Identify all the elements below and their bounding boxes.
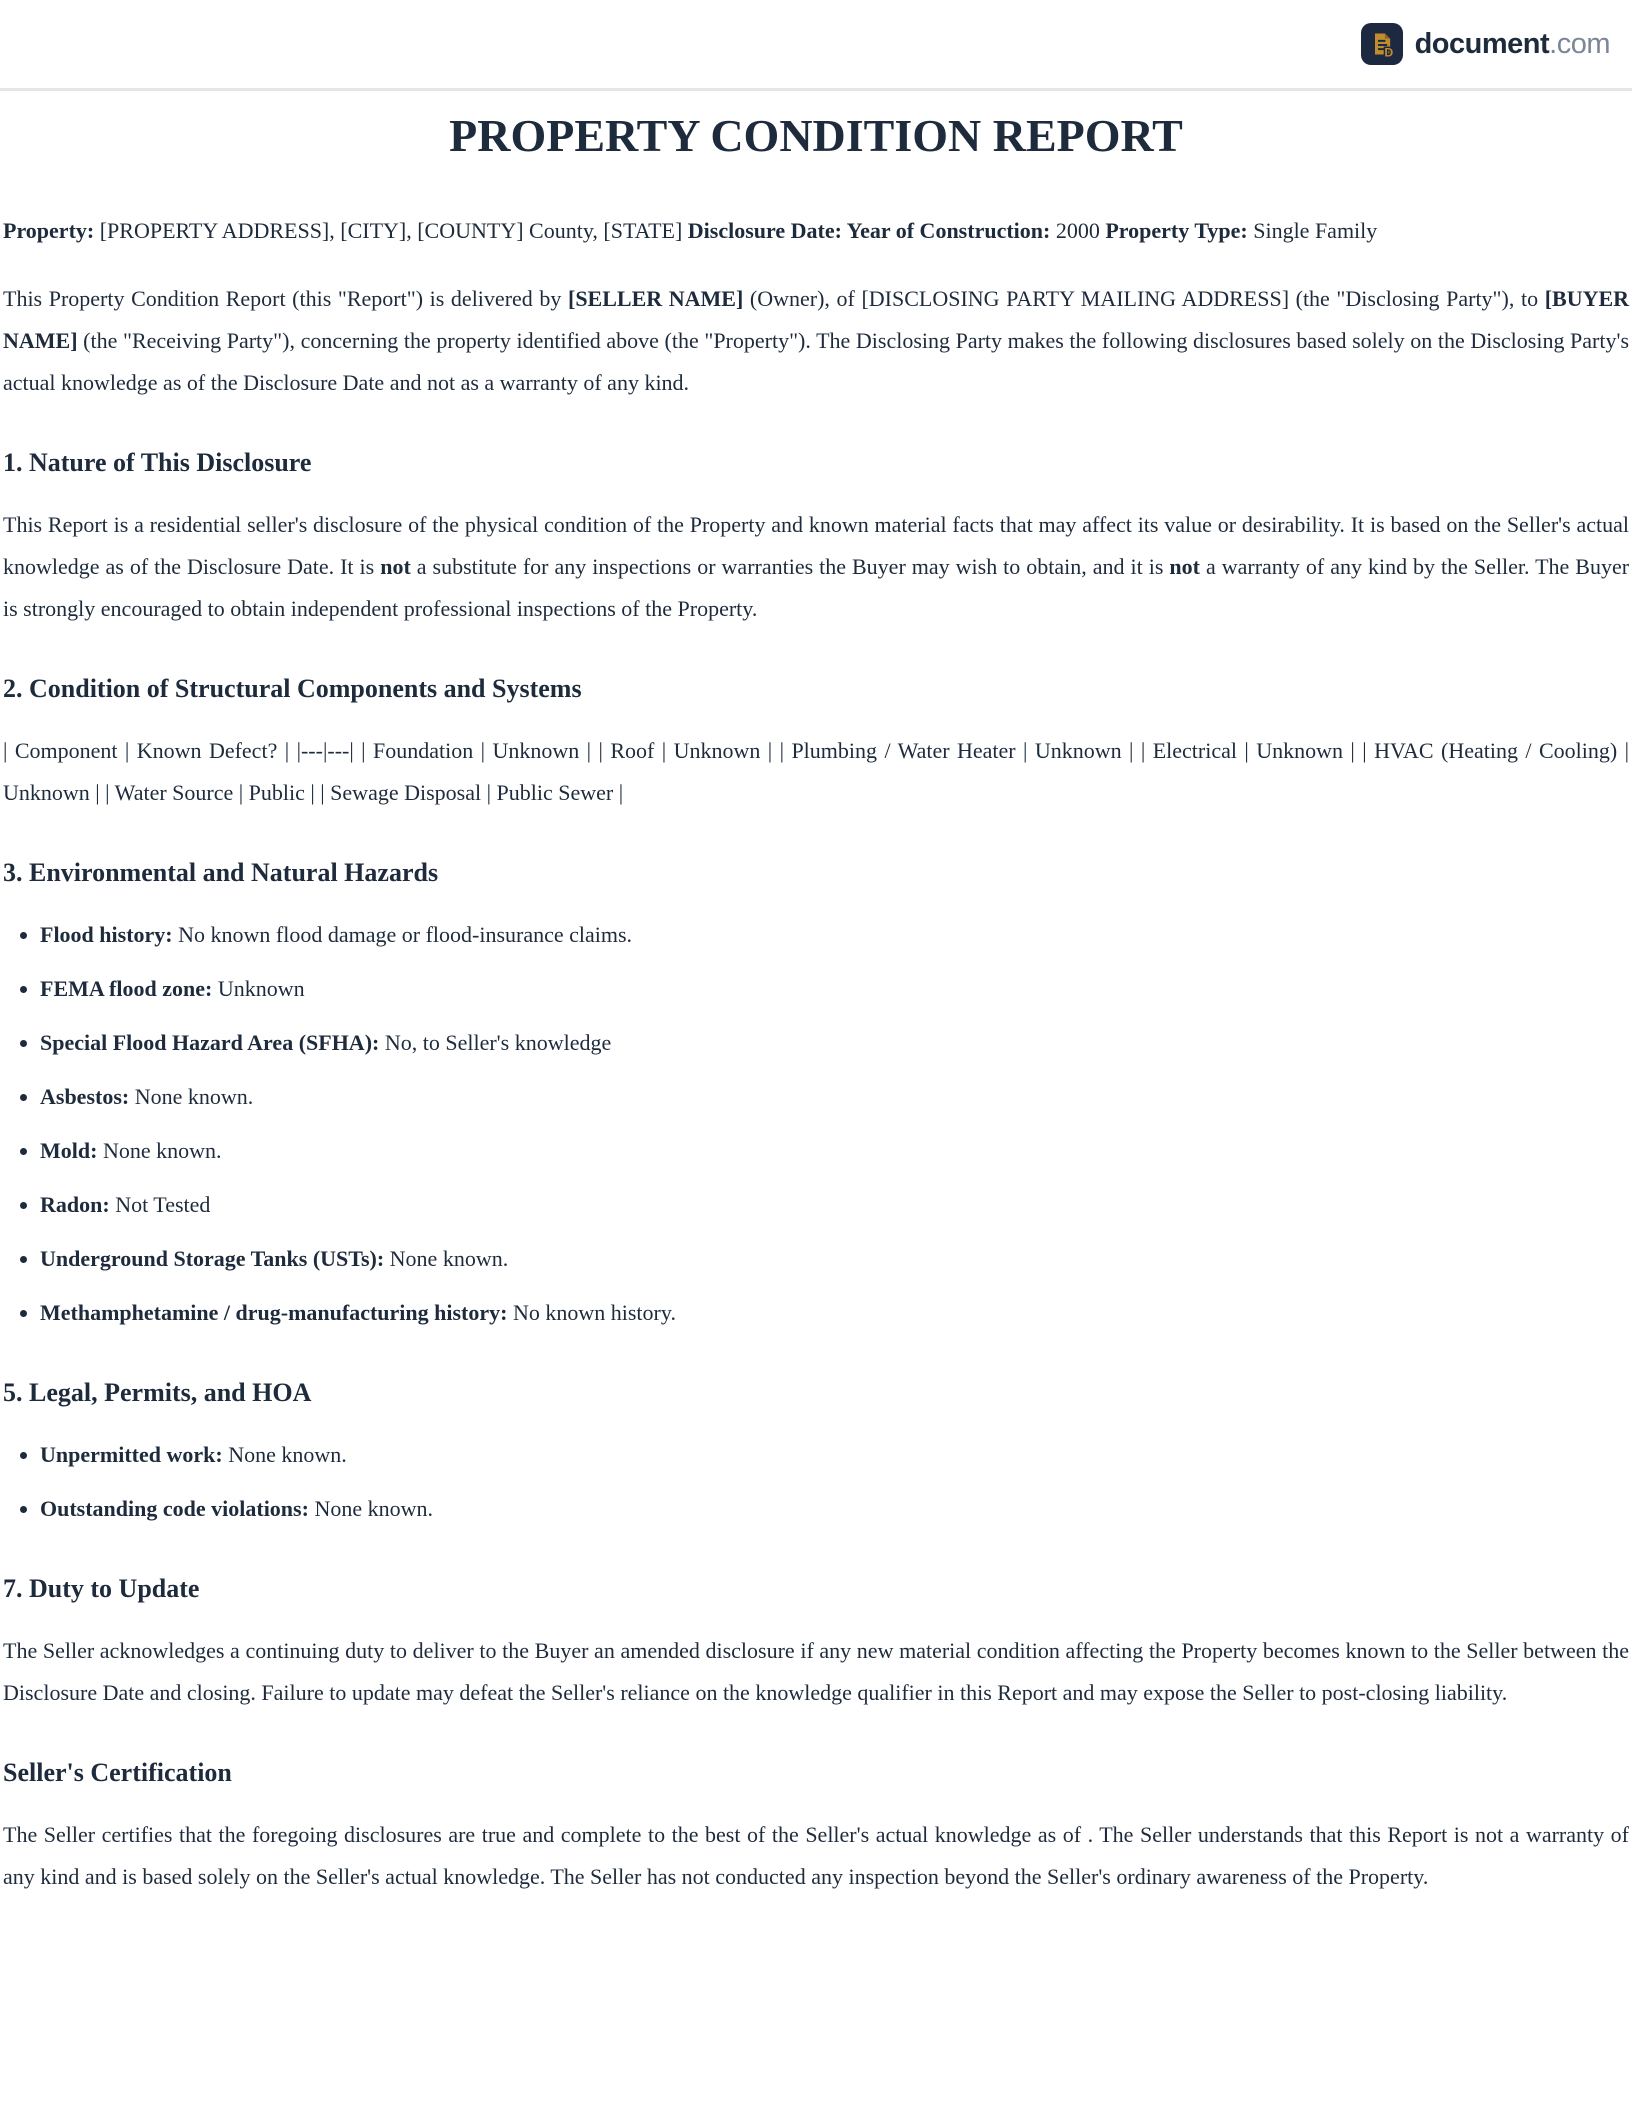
hazard-item-meth-history: [40, 1292, 1629, 1334]
hazard-value: Unknown: [217, 976, 305, 1001]
legal-label: Outstanding code violations:: [40, 1496, 309, 1521]
legal-item-code-violations: [40, 1488, 1629, 1530]
nature-not-1: not: [380, 554, 411, 579]
document-body: [0, 109, 1632, 1898]
legal-label: Unpermitted work:: [40, 1442, 223, 1467]
nature-text-2: a substitute for any inspections or warranties the Buyer may wish to obtain, and it is: [416, 554, 1164, 579]
hazard-item-usts: [40, 1238, 1629, 1280]
certification-paragraph: The Seller certifies that the foregoing disclosures are true and complete to the best of the Seller's actual knowledge as of . The Seller understands that this Report is not a warranty of any kind and is based solely on the Seller's actual knowledge. The Seller has not conducted any inspection beyond the Seller's ordinary awareness of the Property.: [3, 1822, 1629, 1889]
hazard-label: Flood history:: [40, 922, 173, 947]
brand-text: [1415, 28, 1610, 61]
legal-value: None known.: [314, 1496, 433, 1521]
hazard-label: Methamphetamine / drug-manufacturing history:: [40, 1300, 508, 1325]
hazard-label: Asbestos:: [40, 1084, 130, 1109]
legal-item-unpermitted-work: [40, 1434, 1629, 1476]
legal-value: None known.: [228, 1442, 347, 1467]
hazard-item-radon: [40, 1184, 1629, 1226]
document-logo-icon: [1361, 23, 1403, 65]
property-value: [PROPERTY ADDRESS], [CITY], [COUNTY] County, [STATE]: [99, 218, 683, 243]
construction-year-value: 2000: [1055, 218, 1100, 243]
nature-paragraph: [3, 504, 1629, 630]
hazard-item-flood-history: [40, 914, 1629, 956]
hazard-label: Special Flood Hazard Area (SFHA):: [40, 1030, 380, 1055]
hazard-value: Not Tested: [115, 1192, 211, 1217]
nature-not-2: not: [1169, 554, 1200, 579]
property-meta-line: [3, 210, 1629, 252]
hazard-item-asbestos: [40, 1076, 1629, 1118]
intro-paragraph: [3, 278, 1629, 404]
hazard-item-sfha: [40, 1022, 1629, 1064]
hazard-value: None known.: [389, 1246, 509, 1271]
structural-table-text: | Component | Known Defect? | |---|---| | Foundation | Unknown | | Roof | Unknown | | Plumbing / Water Heater | Unknown | | Electrical | Unknown | | HVAC (Heating / Cooling) | Unknown | | Water Source | Public | | Sewage Disposal | Public Sewer |: [3, 738, 1629, 805]
disclosure-date-label: Disclosure Date: Year of Construction:: [687, 218, 1051, 243]
property-type-value: Single Family: [1253, 218, 1378, 243]
logo-letter-d: D: [1383, 45, 1393, 58]
legal-list: [3, 1434, 1629, 1530]
hazard-label: FEMA flood zone:: [40, 976, 213, 1001]
intro-text-1: This Property Condition Report (this "Report") is delivered by: [3, 286, 562, 311]
section-heading-legal: 5. Legal, Permits, and HOA: [3, 1378, 312, 1407]
site-header: [0, 0, 1632, 91]
hazard-value: No known history.: [512, 1300, 676, 1325]
hazard-label: Underground Storage Tanks (USTs):: [40, 1246, 385, 1271]
hazard-label: Mold:: [40, 1138, 98, 1163]
hazard-value: No, to Seller's knowledge: [384, 1030, 612, 1055]
nature-text-1: This Report is a residential seller's disclosure of the physical condition of the Property and known material facts that may affect its value or desirability. It is based on the Seller's actual knowledge as of the Disclosure Date. It is: [3, 512, 1629, 579]
hazard-item-fema-zone: [40, 968, 1629, 1010]
brand-name: document: [1414, 27, 1550, 60]
duty-paragraph: The Seller acknowledges a continuing duty to deliver to the Buyer an amended disclosure if any new material condition affecting the Property becomes known to the Seller between the Disclosure Date and closing. Failure to update may defeat the Seller's reliance on the knowledge qualifier in this Report and may expose the Seller to post-closing liability.: [3, 1638, 1629, 1705]
brand-suffix: .com: [1549, 27, 1610, 60]
hazard-label: Radon:: [40, 1192, 110, 1217]
page-title: PROPERTY CONDITION REPORT: [449, 110, 1183, 161]
hazard-value: None known.: [134, 1084, 254, 1109]
property-type-label: Property Type:: [1105, 218, 1248, 243]
buyer-name-placeholder: [BUYER NAME]: [3, 286, 1630, 353]
hazard-value: No known flood damage or flood-insurance claims.: [178, 922, 633, 947]
property-label: Property:: [3, 218, 95, 243]
seller-name-placeholder: [SELLER NAME]: [568, 286, 744, 311]
section-heading-hazards: 3. Environmental and Natural Hazards: [3, 858, 439, 887]
section-heading-certification: Seller's Certification: [3, 1758, 232, 1787]
brand-logo[interactable]: [1361, 23, 1610, 65]
hazards-list: [3, 914, 1629, 1334]
nature-text-3: a warranty of any kind by the Seller. The Buyer is strongly encouraged to obtain independent professional inspections of the Property.: [3, 554, 1630, 621]
section-heading-nature: 1. Nature of This Disclosure: [3, 448, 312, 477]
hazard-value: None known.: [102, 1138, 222, 1163]
section-heading-structural: 2. Condition of Structural Components and Systems: [3, 674, 582, 703]
intro-text-2: (Owner), of [DISCLOSING PARTY MAILING ADDRESS] (the "Disclosing Party"), to: [749, 286, 1539, 311]
section-heading-duty: 7. Duty to Update: [3, 1574, 200, 1603]
hazard-item-mold: [40, 1130, 1629, 1172]
intro-text-3: (the "Receiving Party"), concerning the property identified above (the "Property"). The Disclosing Party makes the following disclosures based solely on the Disclosing Party's actual knowledge as of the Disclosure Date and not as a warranty of any kind.: [3, 328, 1630, 395]
